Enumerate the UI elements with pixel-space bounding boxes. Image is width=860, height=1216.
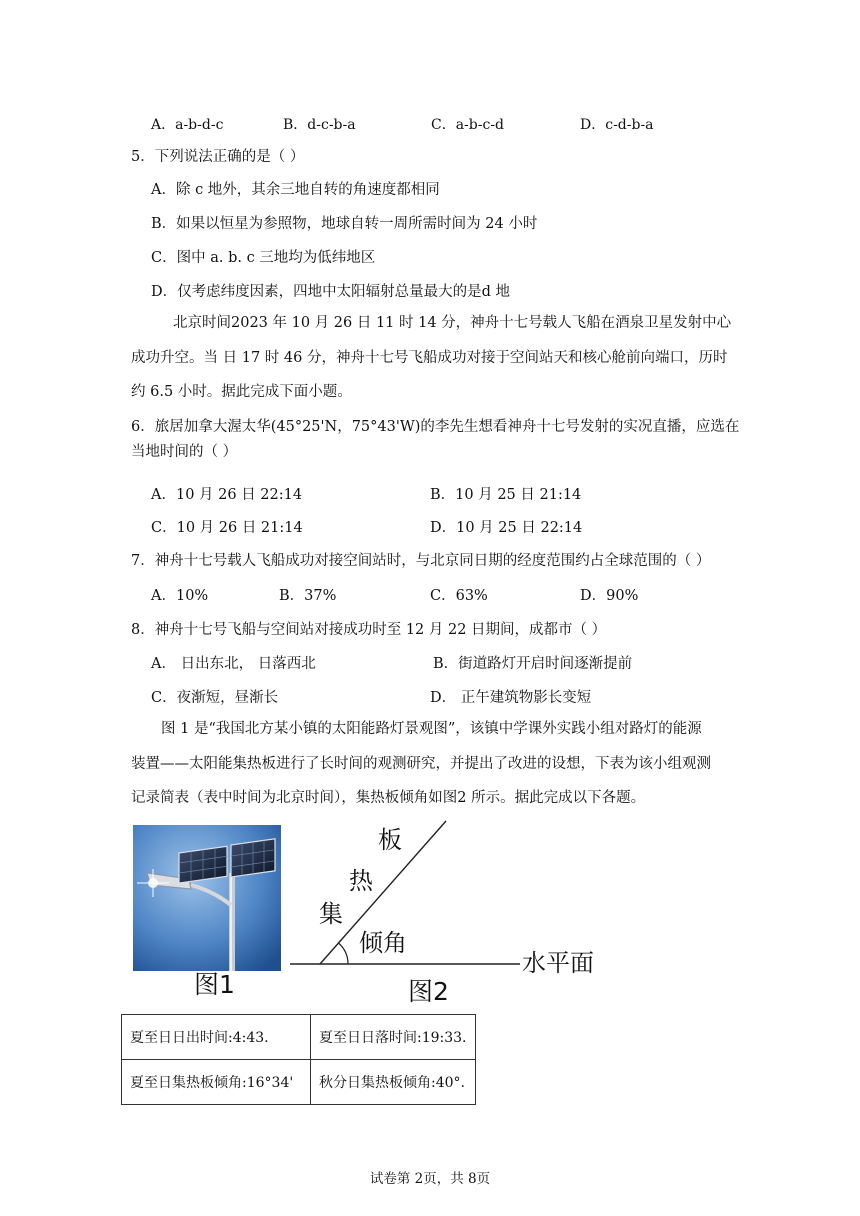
q8-option-a: A． 日出东北， 日落西北 — [151, 656, 316, 672]
fig2-label-ji: 集 — [319, 900, 343, 928]
q4-option-c: C．a-b-c-d — [431, 117, 505, 133]
q7-option-b: B．37% — [279, 588, 337, 604]
q6-option-c: C．10 月 26 日 21:14 — [151, 520, 303, 536]
solar-streetlight-image — [133, 825, 281, 971]
q6-option-b: B．10 月 25 日 21:14 — [430, 487, 582, 503]
fig2-label-horizontal: 水平面 — [522, 949, 594, 977]
angle-arc — [339, 943, 349, 964]
figure-1-caption: 图1 — [194, 970, 235, 999]
fig2-label-ban: 板 — [378, 826, 402, 854]
table-row — [122, 1060, 476, 1105]
q5-option-c: C．图中 a. b. c 三地均为低纬地区 — [151, 250, 376, 266]
passage2-line3: 记录简表（表中时间为北京时间），集热板倾角如图2 所示。据此完成以下各题。 — [131, 790, 646, 806]
q5-option-d: D．仅考虑纬度因素，四地中太阳辐射总量最大的是d 地 — [151, 284, 511, 300]
q5-option-b: B．如果以恒星为参照物，地球自转一周所需时间为 24 小时 — [151, 216, 538, 232]
table-cell: 夏至日日出时间:4:43. — [122, 1015, 311, 1060]
observation-table — [121, 1014, 476, 1105]
q6-option-d: D．10 月 25 日 22:14 — [430, 520, 583, 536]
q6-option-a: A．10 月 26 日 22:14 — [151, 487, 303, 503]
tilt-angle-diagram — [288, 815, 528, 975]
q8-stem: 8．神舟十七号飞船与空间站对接成功时至 12 月 22 日期间，成都市（ ） — [131, 622, 607, 638]
q6-stem-line1: 6．旅居加拿大渥太华(45°25'N，75°43'W)的李先生想看神舟十七号发射的实况直播，应选在 — [131, 419, 740, 435]
passage1-line1: 北京时间2023 年 10 月 26 日 11 时 14 分，神舟十七号载人飞船在酒泉卫星发射中心 — [173, 315, 732, 331]
q7-option-a: A．10% — [151, 588, 209, 604]
q7-stem: 7．神舟十七号载人飞船成功对接空间站时，与北京同日期的经度范围约占全球范围的（ ） — [131, 553, 711, 569]
fig2-label-re: 热 — [349, 867, 373, 895]
table-row — [122, 1015, 476, 1060]
table-cell: 夏至日日落时间:19:33. — [311, 1015, 476, 1060]
q4-option-a: A．a-b-d-c — [151, 117, 224, 133]
q5-stem: 5．下列说法正确的是（ ） — [131, 149, 305, 165]
figure-2-caption: 图2 — [408, 977, 449, 1006]
table-cell: 秋分日集热板倾角:40°. — [311, 1060, 476, 1105]
passage1-line2: 成功升空。当 日 17 时 46 分，神舟十七号飞船成功对接于空间站天和核心舱前向端口，历时 — [131, 350, 728, 366]
passage2-line1: 图 1 是“我国北方某小镇的太阳能路灯景观图”，该镇中学课外实践小组对路灯的能源 — [161, 721, 702, 737]
passage2-line2: 装置——太阳能集热板进行了长时间的观测研究，并提出了改进的设想，下表为该小组观测 — [131, 756, 711, 772]
fig2-label-angle: 倾角 — [359, 929, 407, 957]
q4-option-d: D．c-d-b-a — [580, 117, 654, 133]
q6-stem-line2: 当地时间的（ ） — [131, 444, 238, 460]
q4-option-b: B．d-c-b-a — [283, 117, 356, 133]
passage1-line3: 约 6.5 小时。据此完成下面小题。 — [131, 384, 352, 400]
q5-option-a: A．除 c 地外，其余三地自转的角速度都相同 — [151, 182, 440, 198]
q8-option-c: C．夜渐短，昼渐长 — [151, 690, 279, 706]
q7-option-d: D．90% — [580, 588, 639, 604]
q8-option-b: B．街道路灯开启时间逐渐提前 — [433, 656, 633, 672]
q7-option-c: C．63% — [430, 588, 488, 604]
q8-option-d: D． 正午建筑物影长变短 — [430, 690, 592, 706]
table-cell: 夏至日集热板倾角:16°34' — [122, 1060, 311, 1105]
page-footer: 试卷第 2页，共 8页 — [369, 1171, 491, 1187]
